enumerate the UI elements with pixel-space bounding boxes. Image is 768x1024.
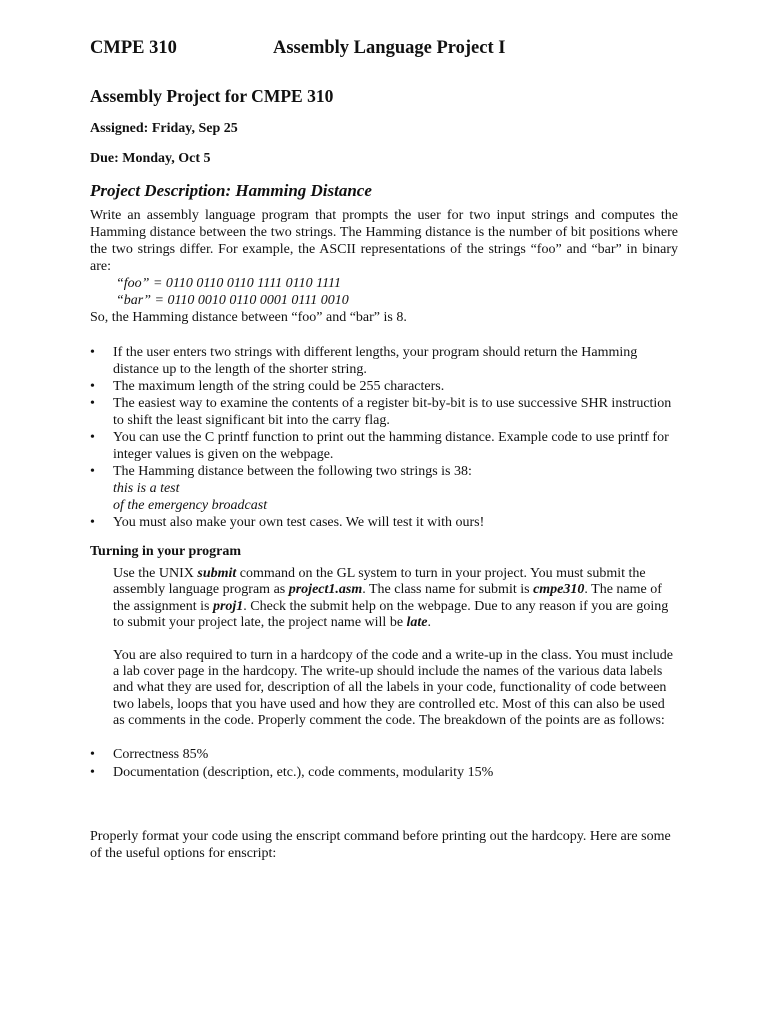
section-title: Project Description: Hamming Distance	[90, 181, 372, 200]
text-run: command on the GL system to turn in your project. You must submit the assembly language program as	[113, 566, 646, 598]
list-item-text: You must also make your own test cases. We will test it with ours!	[113, 515, 485, 530]
bullet-icon: •	[90, 430, 95, 445]
binary-bar: “bar” = 0110 0010 0110 0001 0111 0010	[116, 293, 349, 308]
bullet-icon: •	[90, 746, 95, 762]
example-string-1: this is a test	[113, 481, 180, 496]
list-item	[90, 395, 678, 429]
text-run: . Check the submit help on the webpage. Due to any reason if you are going to submit your project late, the project name will be	[113, 598, 669, 631]
list-item	[90, 463, 678, 514]
closing-paragraph: Properly format your code using the enscript command before printing out the hardcopy. Here are some of the useful options for enscript:	[90, 828, 671, 861]
list-item	[90, 344, 678, 378]
header-title: Assembly Language Project I	[273, 38, 506, 58]
list-item	[90, 764, 678, 782]
list-item	[90, 378, 678, 395]
list-item-text: The easiest way to examine the contents of a register bit-by-bit is to use successive SHR instruction to shift the least significant bit into the carry flag.	[113, 396, 672, 428]
turnin-paragraph-1	[90, 566, 678, 632]
bullet-icon: •	[90, 464, 95, 479]
list-item	[90, 429, 678, 463]
class-name: cmpe310	[533, 582, 585, 598]
assignment-name: proj1	[212, 598, 244, 614]
text-run: . The class name for submit is	[362, 582, 534, 598]
list-item-text: You can use the C printf function to print out the hamming distance. Example code to use printf for integer values is given on the webpage.	[113, 430, 669, 462]
hamming-conclusion: So, the Hamming distance between “foo” and “bar” is 8.	[90, 310, 407, 325]
list-item-text: The Hamming distance between the following two strings is 38:	[113, 464, 472, 479]
submit-command: submit	[197, 566, 237, 581]
example-string-2: of the emergency broadcast	[113, 498, 268, 513]
page-header	[90, 38, 678, 62]
text-run: . The name of the assignment is	[113, 582, 662, 614]
text-run: .	[427, 615, 432, 631]
course-code: CMPE 310	[90, 38, 177, 58]
assigned-date: Assigned: Friday, Sep 25	[90, 121, 238, 136]
intro-paragraph: Write an assembly language program that prompts the user for two input strings and computes the Hamming distance between the two strings. The Hamming distance is the number of bit positions where the two strings differ. For example, the ASCII representations of the strings “foo” and “bar” in binary are:	[90, 208, 678, 274]
bullet-icon: •	[90, 345, 95, 360]
late-project-name: late	[406, 615, 428, 631]
turnin-heading: Turning in your program	[90, 544, 242, 559]
list-item-text: Documentation (description, etc.), code comments, modularity 15%	[113, 764, 494, 780]
points-breakdown-list	[90, 746, 678, 782]
bullet-icon: •	[90, 396, 95, 411]
bullet-icon: •	[90, 764, 95, 780]
list-item-text: The maximum length of the string could be 255 characters.	[113, 379, 445, 394]
turnin-paragraph-2: You are also required to turn in a hardcopy of the code and a write-up in the class. You must include a lab cover page in the hardcopy. The write-up should include the names of the various data labels and what they are used for, description of all the labels in your code, functionality of code between two labels, loops that you have used and how they are controlled etc. Most of this can also be used as comments in the code. Properly comment the code. The breakdown of the points are as follows:	[113, 647, 674, 729]
list-item-text: Correctness 85%	[113, 746, 209, 762]
filename: project1.asm	[288, 582, 363, 598]
list-item-text: If the user enters two strings with different lengths, your program should return the Hamming distance up to the length of the shorter string.	[113, 345, 638, 377]
text-run: Use the UNIX	[113, 566, 198, 581]
due-date: Due: Monday, Oct 5	[90, 151, 211, 166]
bullet-icon: •	[90, 515, 95, 530]
list-item	[90, 514, 678, 531]
list-item	[90, 746, 678, 764]
binary-foo: “foo” = 0110 0110 0110 1111 0110 1111	[116, 276, 342, 291]
bullet-icon: •	[90, 379, 95, 394]
document-title: Assembly Project for CMPE 310	[90, 86, 334, 106]
document-page	[90, 38, 678, 862]
requirements-list	[90, 344, 678, 531]
